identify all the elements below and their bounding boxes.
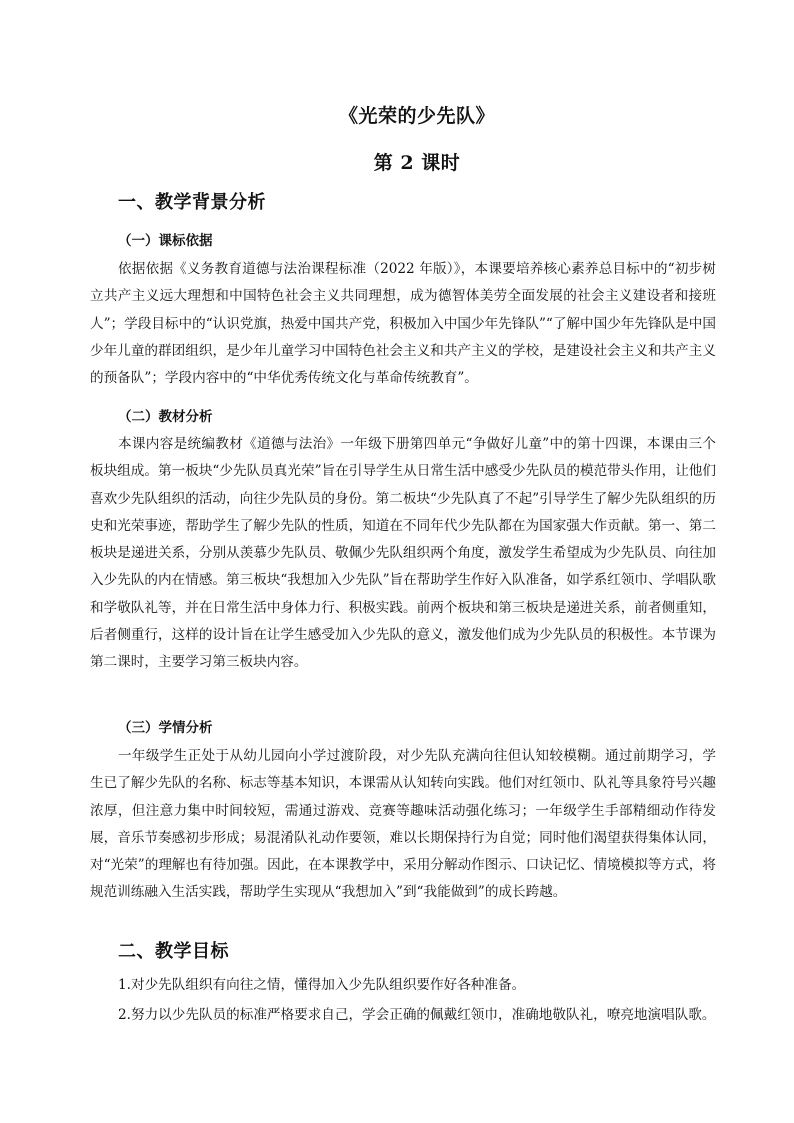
paragraph-standards: 依据依据《义务教育道德与法治课程标准（2022 年版）》，本课要培养核心素养总目标中的“初步树立共产主义远大理想和中国特色社会主义共同理想，成为德智体美劳全面发展的社会主义建设者和接班人”；学段目标中的“认识党旗，热爱中国共产党，积极加入中国少年先锋队”“了解中国少年先锋队是中国少年儿童的群团组织，是少年儿童学习中国特色社会主义和共产主义的学校，是建设社会主义和共产主义的预备队”；学段内容中的“中华优秀传统文化与革命传统教育”。 (90, 261, 716, 387)
document-subtitle: 第 2 课时 (373, 152, 461, 174)
paragraph-textbook: 本课内容是统编教材《道德与法治》一年级下册第四单元“争做好儿童”中的第十四课，本课由三个板块组成。第一板块“少先队员真光荣”旨在引导学生从日常生活中感受少先队员的模范带头作用，让他们喜欢少先队组织的活动，向往少先队员的身份。第二板块“少先队真了不起”引导学生了解少先队组织的历史和光荣事迹，帮助学生了解少先队的性质，知道在不同年代少先队都在为国家强大作贡献。第一、第二板块是递进关系，分别从羡慕少先队员、敬佩少先队组织两个角度，激发学生希望成为少先队员、向往加入少先队的内在情感。第三板块“我想加入少先队”旨在帮助学生作好入队准备，如学系红领巾、学唱队歌和学敬队礼等，并在日常生活中身体力行、积极实践。前两个板块和第三板块是递进关系，前者侧重知，后者侧重行，这样的设计旨在让学生感受加入少先队的意义，激发他们成为少先队员的积极性。本节课为第二课时，主要学习第三板块内容。 (90, 436, 716, 671)
subsection-heading-learners: （三）学情分析 (118, 720, 213, 736)
document-title: 《光荣的少先队》 (338, 105, 495, 127)
section-heading-objectives: 二、教学目标 (118, 941, 229, 962)
subsection-heading-textbook: （二）教材分析 (118, 409, 213, 425)
subsection-heading-standards: （一）课标依据 (118, 233, 213, 249)
paragraph-learners: 一年级学生正处于从幼儿园向小学过渡阶段，对少先队充满向往但认知较模糊。通过前期学习，学生已了解少先队的名称、标志等基本知识，本课需从认知转向实践。他们对红领巾、队礼等具象符号兴趣浓厚，但注意力集中时间较短，需通过游戏、竞赛等趣味活动强化练习；一年级学生手部精细动作待发展，音乐节奏感初步形成；易混淆队礼动作要领，难以长期保持行为自觉；同时他们渴望获得集体认同，对“光荣”的理解也有待加强。因此，在本课教学中，采用分解动作图示、口诀记忆、情境模拟等方式，将规范训练融入生活实践，帮助学生实现从“我想加入”到“我能做到”的成长跨越。 (90, 748, 716, 901)
section-heading-background: 一、教学背景分析 (118, 192, 266, 213)
objective-item-2: 2.努力以少先队员的标准严格要求自己，学会正确的佩戴红领巾，准确地敬队礼，嘹亮地演唱队歌。 (118, 1007, 716, 1023)
objective-item-1: 1.对少先队组织有向往之情，懂得加入少先队组织要作好各种准备。 (118, 977, 526, 993)
